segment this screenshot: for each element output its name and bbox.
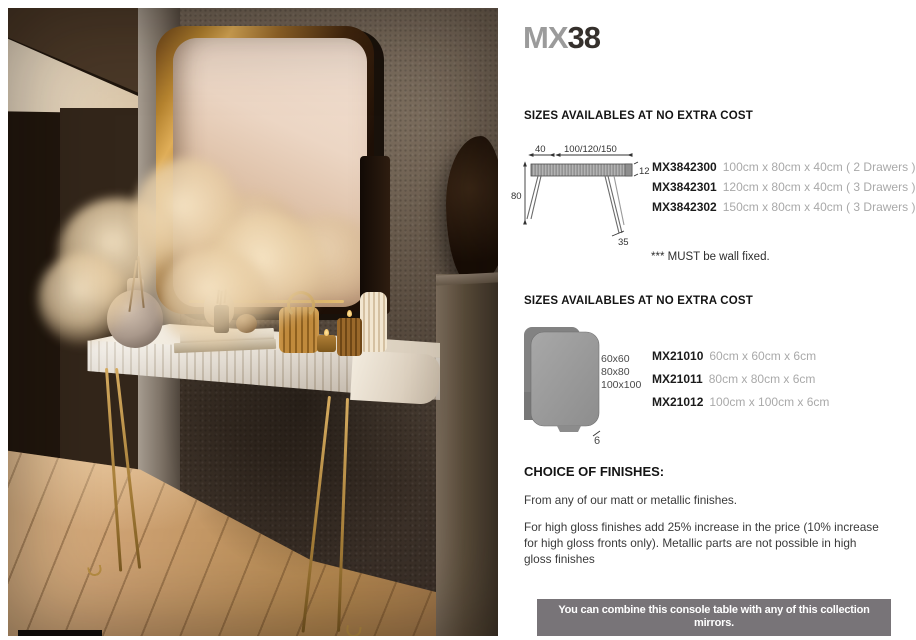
product-row xyxy=(652,372,829,386)
product-dimensions: 100cm x 80cm x 40cm ( 2 Drawers ) xyxy=(722,160,916,174)
decor-amber-lantern xyxy=(279,307,319,353)
photo-ceiling xyxy=(8,8,138,118)
pampas-stem xyxy=(128,260,137,312)
diagram-legs xyxy=(527,176,624,233)
mirror-size-option: 80x80 xyxy=(601,366,630,378)
floor-planks xyxy=(8,8,498,636)
console-table-end xyxy=(350,350,441,405)
console-table-top xyxy=(84,324,440,362)
photo-upper-wall xyxy=(8,8,138,100)
decor-wood-ball xyxy=(236,314,257,333)
combination-banner: You can combine this console table with any of this collection mirrors. xyxy=(537,599,891,636)
decor-book xyxy=(180,328,274,344)
product-dimensions: 100cm x 100cm x 6cm xyxy=(709,395,830,409)
dim-widths: 100/120/150 xyxy=(564,144,617,155)
product-code: MX21010 xyxy=(652,349,704,363)
mirror-bronze-frame xyxy=(156,26,374,314)
product-code: MX21011 xyxy=(652,372,703,386)
mirror-sizes-heading: SIZES AVAILABLES AT NO EXTRA COST xyxy=(524,295,753,307)
diagram-mirror-foot xyxy=(557,426,581,432)
page-title xyxy=(523,20,600,56)
title-prefix: MX xyxy=(523,20,568,55)
hairpin-leg-left-foot xyxy=(87,565,103,578)
dim-top-thickness: 12 xyxy=(639,166,650,177)
decor-round-vase xyxy=(107,290,163,348)
console-product-list xyxy=(652,160,915,220)
photo-wall-texture xyxy=(8,8,498,636)
pampas-plume xyxy=(158,248,270,350)
dim-depth: 40 xyxy=(535,144,546,155)
finishes-paragraph-1: From any of our matt or metallic finishes. xyxy=(524,493,738,507)
diagram-tabletop-end xyxy=(625,164,632,176)
product-dimensions: 80cm x 80cm x 6cm xyxy=(708,372,816,386)
mirror-size-option: 60x60 xyxy=(601,353,630,365)
product-code: MX3842300 xyxy=(652,160,717,174)
decor-amber-candle xyxy=(337,318,362,356)
mirror-size-option: 100x100 xyxy=(601,379,642,391)
console-wall-shadow xyxy=(158,363,448,578)
product-row xyxy=(652,349,829,363)
decor-votive-candle xyxy=(317,335,336,352)
finishes-heading: CHOICE OF FINISHES: xyxy=(524,464,665,479)
hairpin-leg-right-foot xyxy=(345,625,361,636)
pampas-plume xyxy=(58,198,178,308)
product-code: MX3842302 xyxy=(652,200,717,214)
photo-textured-wall xyxy=(8,8,498,636)
finishes-paragraph-2: For high gloss finishes add 25% increase in the price (10% increase for high gloss fronts only). Metallic parts are not possible in high gloss finishes xyxy=(524,520,879,566)
title-number: 38 xyxy=(567,20,600,55)
dim-height: 80 xyxy=(511,191,522,202)
product-dimensions: 60cm x 60cm x 6cm xyxy=(709,349,817,363)
product-dimensions: 120cm x 80cm x 40cm ( 3 Drawers ) xyxy=(722,180,916,194)
mirror-glass xyxy=(173,38,367,307)
pampas-plume xyxy=(38,253,128,345)
photo-bottom-bar xyxy=(18,630,102,636)
decor-vase-neck xyxy=(127,278,144,294)
pampas-stem xyxy=(137,256,144,308)
diagram-tabletop xyxy=(531,164,632,176)
product-row xyxy=(652,180,915,194)
mirror-reflection-pampas xyxy=(270,216,367,304)
hairpin-leg-right xyxy=(301,396,331,633)
decor-small-vase xyxy=(204,290,234,326)
product-photo xyxy=(8,8,498,636)
hairpin-leg-left xyxy=(115,368,141,569)
product-code: MX21012 xyxy=(652,395,704,409)
console-sizes-heading: SIZES AVAILABLES AT NO EXTRA COST xyxy=(524,110,753,122)
pampas-plume xyxy=(133,158,243,278)
photo-stone-pedestal xyxy=(436,274,498,636)
photo-wood-floor xyxy=(8,8,498,636)
dim-leg-offset: 35 xyxy=(618,237,629,248)
mirror-thickness: 6 xyxy=(594,435,601,447)
diagram-mirror-body xyxy=(531,332,599,426)
mirror-shadow xyxy=(172,30,384,320)
pampas-grass xyxy=(38,158,318,373)
photo-wall-corner xyxy=(138,8,180,570)
photo-mirror xyxy=(156,26,374,314)
decor-pleated-vase xyxy=(360,292,387,352)
decor-diffuser xyxy=(214,305,229,333)
hairpin-leg-left xyxy=(105,368,122,572)
hairpin-leg-right xyxy=(337,398,349,632)
product-code: MX3842301 xyxy=(652,180,717,194)
photo-doorway-wall xyxy=(60,108,138,538)
product-row xyxy=(652,200,915,214)
photo-dark-panel xyxy=(360,156,390,314)
console-table-fluted-front xyxy=(84,338,440,404)
photo-left-room xyxy=(8,8,138,636)
wall-fixed-note: *** MUST be wall fixed. xyxy=(651,251,770,263)
console-dimension-diagram xyxy=(506,143,658,251)
floor-light-glow xyxy=(8,353,278,533)
mirror-product-list xyxy=(652,349,829,418)
product-row xyxy=(652,160,915,174)
mirror-reflection-pampas xyxy=(204,194,304,286)
pampas-plume xyxy=(208,213,328,328)
product-dimensions: 150cm x 80cm x 40cm ( 3 Drawers ) xyxy=(722,200,916,214)
product-row xyxy=(652,395,829,409)
decor-book xyxy=(174,339,276,353)
mirror-dimension-diagram xyxy=(519,322,664,446)
photo-wall-sculpture xyxy=(446,136,498,286)
